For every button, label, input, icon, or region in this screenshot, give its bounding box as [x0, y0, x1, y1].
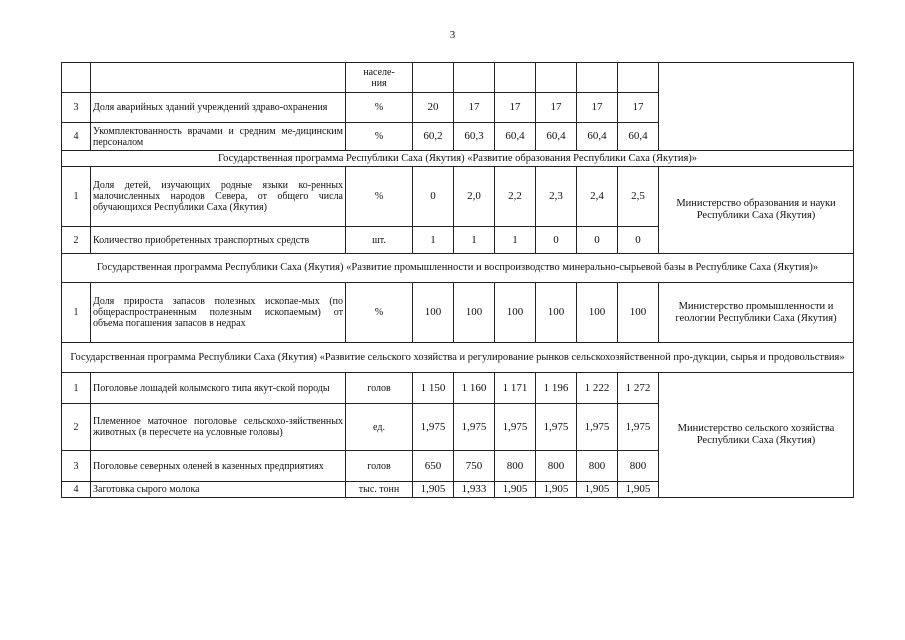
- section-row: [62, 254, 854, 283]
- indicator-name: Племенное маточное поголовье сельскохо-зяйственных животных (в пересчете на условные головы): [91, 404, 346, 451]
- value-cell: 1,905: [577, 482, 618, 498]
- row-number: 1: [62, 167, 91, 227]
- cell-value: [618, 63, 659, 93]
- value-cell: 800: [577, 451, 618, 482]
- row-number: 2: [62, 404, 91, 451]
- unit: голов: [346, 373, 413, 404]
- value-cell: 0: [413, 167, 454, 227]
- value-cell: 100: [495, 283, 536, 343]
- value-cell: 1,975: [618, 404, 659, 451]
- value-cell: 17: [454, 93, 495, 123]
- value-cell: 60,4: [495, 123, 536, 151]
- section-title-industry: Государственная программа Республики Саха (Якутия) «Развитие промышленности и воспроизводство минерально-сырьевой базы в Республике Саха (Якутия)»: [62, 254, 854, 283]
- cell-value: [536, 63, 577, 93]
- value-cell: 1,905: [413, 482, 454, 498]
- value-cell: 17: [536, 93, 577, 123]
- value-cell: 800: [618, 451, 659, 482]
- section-row: [62, 343, 854, 373]
- value-cell: 1,975: [413, 404, 454, 451]
- row-number: 3: [62, 93, 91, 123]
- value-cell: 800: [495, 451, 536, 482]
- indicator-name: Укомплектованность врачами и средним ме-дицинским персоналом: [91, 123, 346, 151]
- value-cell: 650: [413, 451, 454, 482]
- value-cell: 1 222: [577, 373, 618, 404]
- table-row: [62, 373, 854, 404]
- indicator-name: Поголовье северных оленей в казенных предприятиях: [91, 451, 346, 482]
- indicators-table: [61, 62, 854, 498]
- table-row-header: [62, 63, 854, 93]
- value-cell: 2,2: [495, 167, 536, 227]
- table-row: [62, 167, 854, 227]
- value-cell: 2,0: [454, 167, 495, 227]
- cell-num: [62, 63, 91, 93]
- value-cell: 1: [413, 227, 454, 254]
- value-cell: 1,975: [536, 404, 577, 451]
- value-cell: 100: [413, 283, 454, 343]
- row-number: 2: [62, 227, 91, 254]
- indicator-name: Доля прироста запасов полезных ископае-мых (по общераспространенным полезным ископаемым) от объема погашения запасов в недрах: [91, 283, 346, 343]
- value-cell: 1 171: [495, 373, 536, 404]
- indicator-name: Доля аварийных зданий учреждений здраво-охранения: [91, 93, 346, 123]
- section-title-education: Государственная программа Республики Саха (Якутия) «Развитие образования Республики Саха (Якутия)»: [62, 151, 854, 167]
- value-cell: 1: [495, 227, 536, 254]
- value-cell: 60,2: [413, 123, 454, 151]
- value-cell: 17: [618, 93, 659, 123]
- cell-name: [91, 63, 346, 93]
- unit: %: [346, 93, 413, 123]
- unit: тыс. тонн: [346, 482, 413, 498]
- value-cell: 1: [454, 227, 495, 254]
- value-cell: 100: [618, 283, 659, 343]
- cell-ministry-empty: [659, 63, 854, 151]
- value-cell: 1,975: [495, 404, 536, 451]
- value-cell: 0: [618, 227, 659, 254]
- row-number: 1: [62, 373, 91, 404]
- indicator-name: Заготовка сырого молока: [91, 482, 346, 498]
- value-cell: 100: [577, 283, 618, 343]
- unit: ед.: [346, 404, 413, 451]
- value-cell: 2,3: [536, 167, 577, 227]
- indicator-name: Доля детей, изучающих родные языки ко-ренных малочисленных народов Севера, от общего числа обучающихся Республики Саха (Якутия): [91, 167, 346, 227]
- cell-value: [413, 63, 454, 93]
- value-cell: 100: [454, 283, 495, 343]
- row-number: 4: [62, 482, 91, 498]
- value-cell: 60,4: [577, 123, 618, 151]
- value-cell: 0: [577, 227, 618, 254]
- value-cell: 0: [536, 227, 577, 254]
- ministry-education: Министерство образования и науки Республики Саха (Якутия): [659, 167, 854, 254]
- page-number: 3: [449, 29, 456, 41]
- indicator-name: Количество приобретенных транспортных средств: [91, 227, 346, 254]
- value-cell: 2,5: [618, 167, 659, 227]
- value-cell: 60,3: [454, 123, 495, 151]
- value-cell: 1,905: [536, 482, 577, 498]
- cell-value: [454, 63, 495, 93]
- value-cell: 17: [577, 93, 618, 123]
- value-cell: 100: [536, 283, 577, 343]
- value-cell: 60,4: [618, 123, 659, 151]
- unit: %: [346, 167, 413, 227]
- value-cell: 1 160: [454, 373, 495, 404]
- section-title-agriculture: Государственная программа Республики Саха (Якутия) «Развитие сельского хозяйства и регулирование рынков сельскохозяйственной про-дукции, сырья и продовольствия»: [62, 343, 854, 373]
- indicator-name: Поголовье лошадей колымского типа якут-ской породы: [91, 373, 346, 404]
- row-number: 3: [62, 451, 91, 482]
- section-row: [62, 151, 854, 167]
- value-cell: 60,4: [536, 123, 577, 151]
- value-cell: 1,975: [577, 404, 618, 451]
- row-number: 4: [62, 123, 91, 151]
- value-cell: 1,905: [618, 482, 659, 498]
- value-cell: 800: [536, 451, 577, 482]
- unit: шт.: [346, 227, 413, 254]
- value-cell: 1 272: [618, 373, 659, 404]
- value-cell: 2,4: [577, 167, 618, 227]
- value-cell: 1,975: [454, 404, 495, 451]
- value-cell: 1 150: [413, 373, 454, 404]
- cell-value: [495, 63, 536, 93]
- value-cell: 750: [454, 451, 495, 482]
- row-number: 1: [62, 283, 91, 343]
- value-cell: 1 196: [536, 373, 577, 404]
- value-cell: 1,905: [495, 482, 536, 498]
- value-cell: 17: [495, 93, 536, 123]
- table-row: [62, 283, 854, 343]
- cell-value: [577, 63, 618, 93]
- unit: голов: [346, 451, 413, 482]
- unit: %: [346, 283, 413, 343]
- value-cell: 20: [413, 93, 454, 123]
- value-cell: 1,933: [454, 482, 495, 498]
- cell-unit: населе- ния: [346, 63, 413, 93]
- ministry-industry: Министерство промышленности и геологии Республики Саха (Якутия): [659, 283, 854, 343]
- ministry-agriculture: Министерство сельского хозяйства Республики Саха (Якутия): [659, 373, 854, 498]
- unit: %: [346, 123, 413, 151]
